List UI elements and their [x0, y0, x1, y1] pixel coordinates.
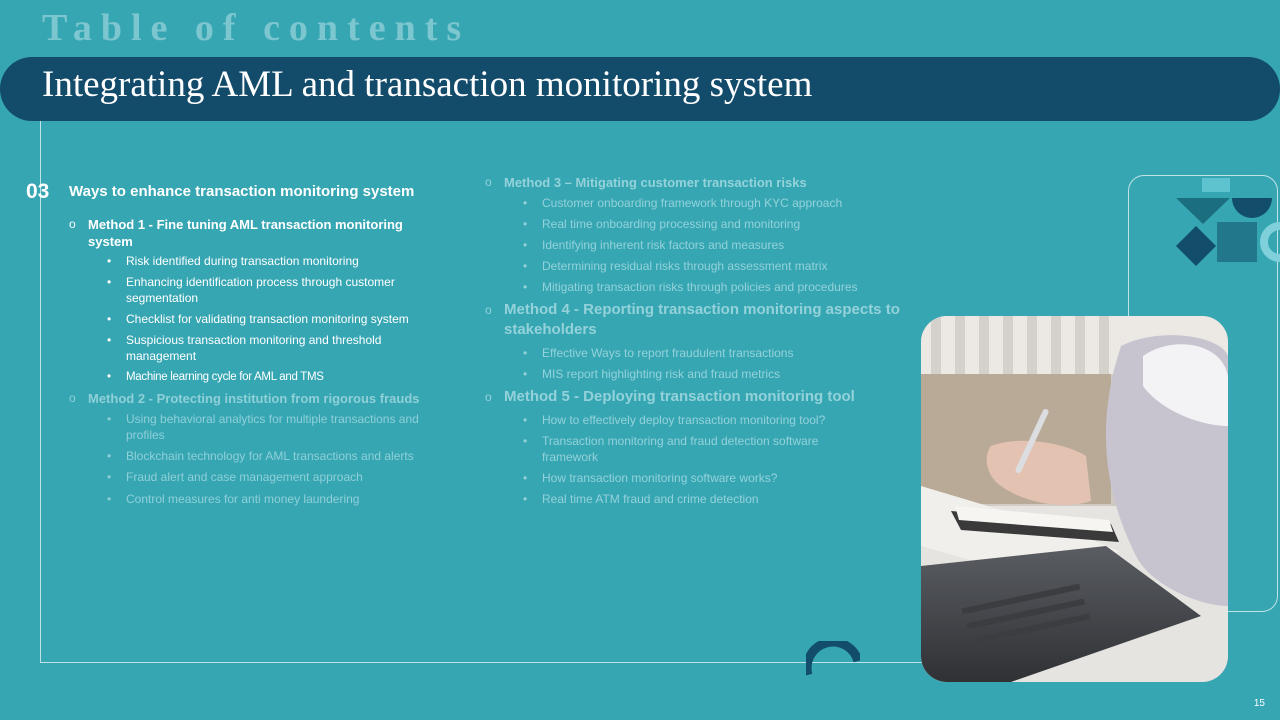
bullet-icon: • [107, 449, 112, 463]
bullet-icon: • [523, 217, 528, 231]
method-1-label: Method 1 - Fine tuning AML transaction monitoring system [88, 217, 403, 249]
bullet-icon: • [107, 254, 112, 268]
method-3-label: Method 3 – Mitigating customer transaction risks [504, 175, 807, 190]
half-ring-decor-icon [806, 641, 860, 677]
method-marker: o [485, 303, 492, 317]
method-3-list [523, 195, 905, 295]
list-item[interactable]: • Customer onboarding framework through KYC approach [523, 196, 843, 210]
list-item[interactable]: • Using behavioral analytics for multiple transactions and profiles [107, 412, 419, 442]
method-5-list [523, 412, 853, 507]
bullet-icon: • [523, 238, 528, 252]
slide-title: Integrating AML and transaction monitoring system [42, 64, 813, 105]
list-item[interactable]: • Real time ATM fraud and crime detection [523, 492, 759, 506]
method-5-title[interactable] [485, 387, 905, 407]
list-item[interactable]: • Suspicious transaction monitoring and threshold management [107, 333, 382, 363]
method-marker: o [485, 175, 492, 189]
geometric-shapes-icon [1172, 174, 1280, 266]
method-4-list [523, 345, 905, 382]
list-item[interactable]: • Effective Ways to report fraudulent transactions [523, 346, 794, 360]
section-number: 03 [26, 180, 50, 203]
laptop-writing-photo [921, 316, 1228, 682]
list-item[interactable]: • Identifying inherent risk factors and measures [523, 238, 785, 252]
list-item[interactable]: • MIS report highlighting risk and fraud metrics [523, 367, 781, 381]
list-item[interactable]: • Determining residual risks through assessment matrix [523, 259, 828, 273]
toc-column-left [69, 182, 439, 507]
bullet-icon: • [523, 413, 528, 427]
method-marker: o [69, 391, 76, 405]
list-item[interactable]: • Risk identified during transaction monitoring [107, 254, 359, 268]
bullet-icon: • [107, 275, 112, 289]
list-item[interactable]: • Transaction monitoring and fraud detection software framework [523, 434, 819, 464]
list-item[interactable]: • How to effectively deploy transaction monitoring tool? [523, 413, 826, 427]
bullet-icon: • [523, 280, 528, 294]
list-item[interactable]: • Mitigating transaction risks through policies and procedures [523, 280, 858, 294]
method-marker: o [485, 390, 492, 404]
method-4-label: Method 4 - Reporting transaction monitoring aspects to stakeholders [504, 301, 900, 338]
list-item[interactable]: • Control measures for anti money laundering [107, 492, 360, 506]
bullet-icon: • [107, 312, 112, 326]
bullet-icon: • [523, 434, 528, 448]
bullet-icon: • [107, 333, 112, 347]
page-number: 15 [1253, 698, 1265, 709]
bullet-icon: • [107, 412, 112, 426]
list-item[interactable]: • How transaction monitoring software works? [523, 471, 778, 485]
method-1-title[interactable] [69, 216, 439, 250]
list-item[interactable]: • Fraud alert and case management approach [107, 470, 363, 484]
toc-column-right [485, 174, 905, 507]
method-2-label: Method 2 - Protecting institution from rigorous frauds [88, 391, 420, 406]
section-title: Ways to enhance transaction monitoring system [69, 183, 415, 200]
list-item[interactable]: • Real time onboarding processing and monitoring [523, 217, 801, 231]
list-item[interactable]: • Machine learning cycle for AML and TMS [107, 371, 324, 383]
method-2-list [107, 411, 439, 507]
list-item[interactable]: • Enhancing identification process through customer segmentation [107, 275, 395, 305]
bullet-icon: • [523, 259, 528, 273]
title-bar [0, 57, 1280, 121]
bullet-icon: • [523, 367, 528, 381]
method-5-label: Method 5 - Deploying transaction monitoring tool [504, 388, 855, 405]
bullet-icon: • [107, 492, 112, 506]
bullet-icon: • [523, 196, 528, 210]
list-item[interactable]: • Checklist for validating transaction monitoring system [107, 312, 409, 326]
method-3-title[interactable] [485, 174, 905, 191]
bullet-icon: • [523, 471, 528, 485]
bullet-icon: • [523, 346, 528, 360]
bullet-icon: • [107, 371, 111, 383]
bullet-icon: • [107, 470, 112, 484]
toc-heading: Table of contents [42, 7, 471, 49]
method-2-title[interactable] [69, 390, 439, 407]
list-item[interactable]: • Blockchain technology for AML transactions and alerts [107, 449, 414, 463]
method-1-list [107, 253, 439, 385]
method-marker: o [69, 217, 76, 231]
bullet-icon: • [523, 492, 528, 506]
method-4-title[interactable] [485, 300, 905, 340]
